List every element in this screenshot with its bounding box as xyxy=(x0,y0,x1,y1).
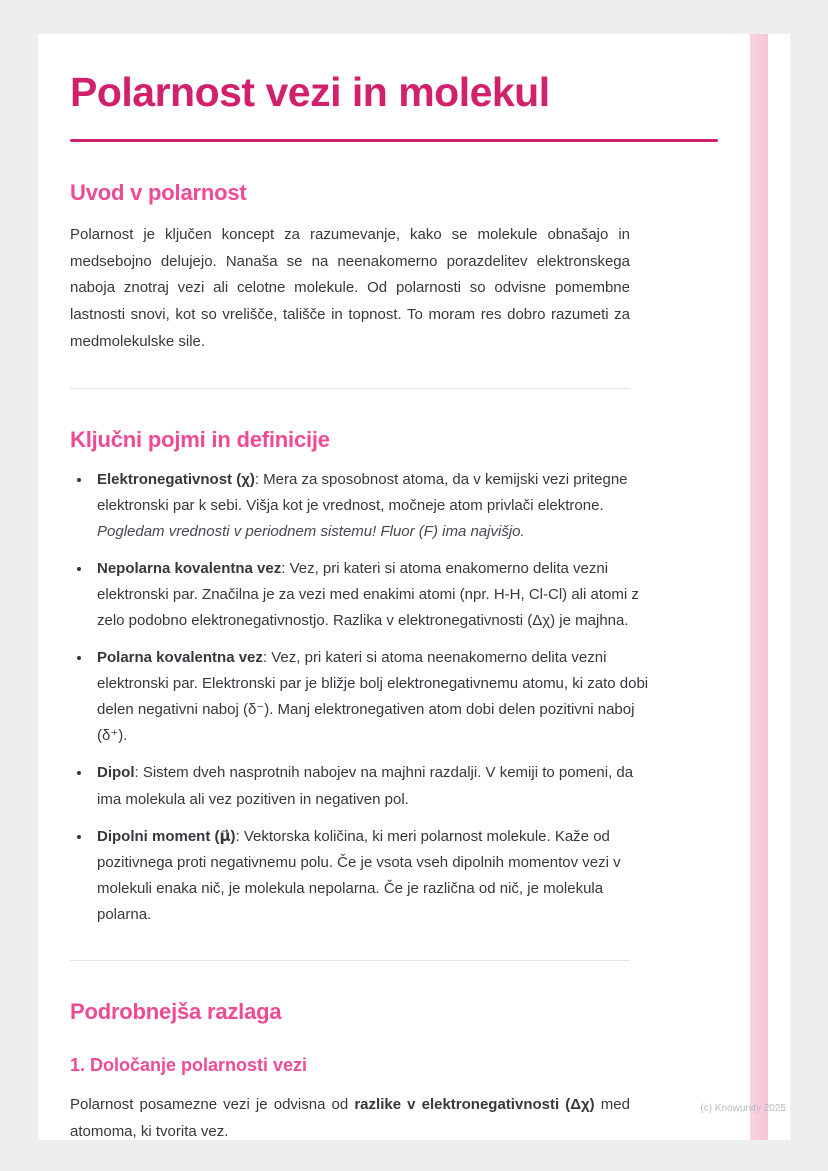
copyright-footer: (c) Knowunity 2025 xyxy=(700,1103,786,1114)
section-heading-pojmi: Ključni pojmi in definicije xyxy=(70,426,330,452)
term-name: Dipolni moment (μ⃗) xyxy=(97,827,236,845)
section-heading-razlaga: Podrobnejša razlaga xyxy=(70,999,282,1025)
paragraph-text: med atomoma, ki tvorita vez. xyxy=(70,1096,630,1140)
section-divider-1 xyxy=(70,388,630,389)
list-item-dipolni-moment xyxy=(92,824,658,928)
term-name: Polarna kovalentna vez xyxy=(97,649,263,667)
term-text: : Vektorska količina, ki meri polarnost molekule. Kaže od pozitivnega proti negativnemu polu. Če je vsota vseh dipolnih momentov vezi v molekuli enaka nič, je molekula nepolarna. Če je različna od nič, je molekula polarna. xyxy=(97,827,621,923)
section-divider-2 xyxy=(70,960,630,961)
terms-list xyxy=(70,467,658,929)
list-item-nepolarna-vez xyxy=(92,556,658,634)
term-note: Pogledam vrednosti v periodnem sistemu! Fluor (F) ima najvišjo. xyxy=(97,522,525,540)
term-text: : Sistem dveh nasprotnih nabojev na majhni razdalji. V kemiji to pomeni, da ima molekula ali vez pozitiven in negativen pol. xyxy=(97,764,634,808)
term-text: : Vez, pri kateri si atoma neenakomerno delita vezni elektronski par. Elektronski par je bližje bolj elektronegativnemu atomu, ki zato dobi delen negativni naboj (δ⁻). Manj elektronegativen atom dobi delen pozitivni naboj (δ⁺). xyxy=(97,649,649,745)
document-sheet xyxy=(38,34,790,1140)
list-item-dipol xyxy=(92,760,658,812)
subsection-heading-dolocanje: 1. Določanje polarnosti vezi xyxy=(70,1055,308,1076)
paragraph-text: Polarnost posamezne vezi je odvisna od xyxy=(70,1096,355,1114)
intro-paragraph: Polarnost je ključen koncept za razumevanje, kako se molekule obnašajo in medsebojno delujejo. Nanaša se na neenakomerno porazdelitev elektronskega naboja znotraj vezi ali celotne molekule. Od polarnosti so odvisne pomembne lastnosti snovi, kot so vrelišče, tališče in topnost. To moram res dobro razumeti za medmolekulske sile. xyxy=(70,226,630,350)
term-text: : Mera za sposobnost atoma, da v kemijski vezi pritegne elektronski par k sebi. Višja kot je vrednost, močneje atom privlači elektrone. xyxy=(97,470,628,514)
title-underline-rule xyxy=(70,139,718,142)
term-name: Elektronegativnost (χ) xyxy=(97,470,255,488)
section-heading-uvod: Uvod v polarnost xyxy=(70,180,247,206)
paragraph-bold-text: razlike v elektronegativnosti (Δχ) xyxy=(354,1096,595,1114)
term-name: Nepolarna kovalentna vez xyxy=(97,559,282,577)
term-text: : Vez, pri kateri si atoma enakomerno delita vezni elektronski par. Značilna je za vezi med enakimi atomi (npr. H-H, Cl-Cl) ali atomi z zelo podobno elektronegativnostjo. Razlika v elektronegativnosti (Δχ) je majhna. xyxy=(97,559,639,629)
term-name: Dipol xyxy=(97,764,135,782)
document-title: Polarnost vezi in molekul xyxy=(70,69,550,115)
list-item-elektronegativnost xyxy=(92,467,658,545)
list-item-polarna-vez xyxy=(92,645,658,749)
explanation-paragraph xyxy=(70,1092,630,1145)
document-content xyxy=(38,34,790,1145)
